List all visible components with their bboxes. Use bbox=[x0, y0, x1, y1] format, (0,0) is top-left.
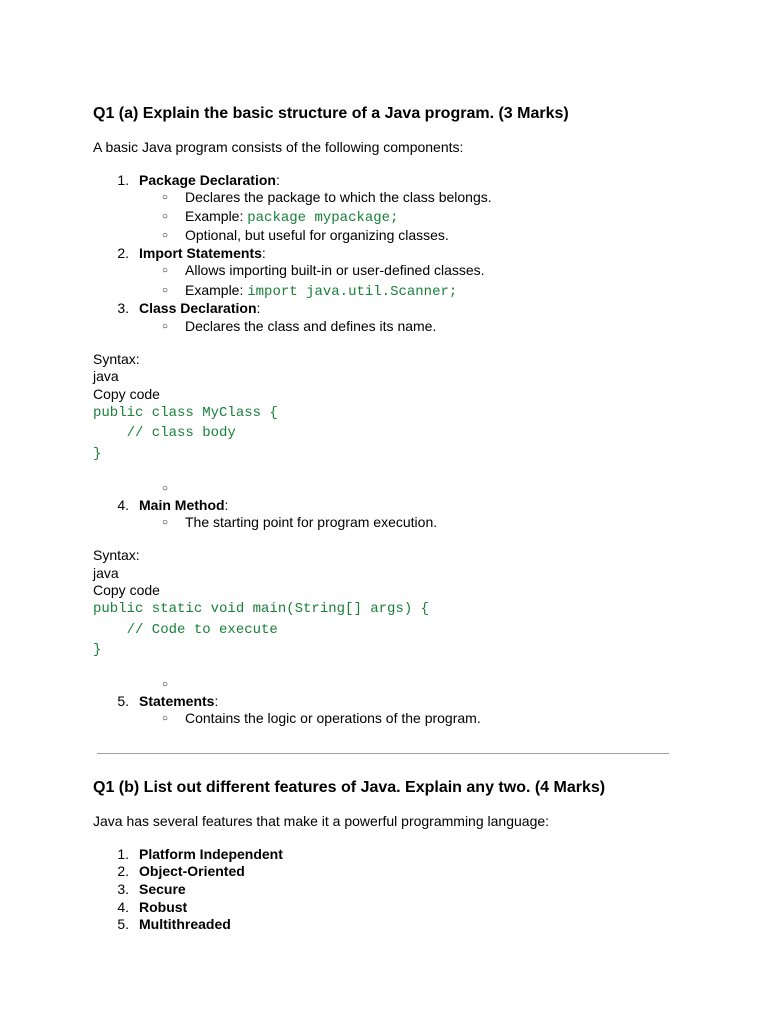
empty-bullet-icon: ○ bbox=[162, 483, 169, 494]
inline-code: import java.util.Scanner; bbox=[247, 284, 458, 300]
sub-bullet: The starting point for program execution. bbox=[185, 514, 438, 530]
list-item-package-declaration: Package Declaration: bbox=[139, 172, 280, 188]
code-line: // Code to execute bbox=[93, 622, 278, 638]
item-number: 2. bbox=[117, 245, 129, 261]
code-line: } bbox=[93, 642, 102, 658]
q1b-heading: Q1 (b) List out different features of Java. Explain any two. (4 Marks) bbox=[93, 779, 606, 796]
syntax-label: Syntax: bbox=[93, 547, 140, 563]
feature-number: 3. bbox=[117, 881, 129, 897]
list-item-import-statements: Import Statements: bbox=[139, 245, 266, 261]
bullet-icon: ○ bbox=[162, 517, 169, 528]
item-number: 5. bbox=[117, 693, 129, 709]
bullet-icon: ○ bbox=[162, 713, 169, 724]
item-number: 3. bbox=[117, 300, 129, 316]
code-line: } bbox=[93, 446, 102, 462]
feature-number: 2. bbox=[117, 863, 129, 879]
sub-bullet-example: Example: package mypackage; bbox=[185, 208, 399, 226]
feature-number: 4. bbox=[117, 899, 129, 915]
feature-number: 1. bbox=[117, 846, 129, 862]
list-item-class-declaration: Class Declaration: bbox=[139, 300, 261, 316]
q1a-intro: A basic Java program consists of the following components: bbox=[93, 139, 464, 155]
sub-bullet: Allows importing built-in or user-defined classes. bbox=[185, 262, 485, 278]
feature-item: Secure bbox=[139, 881, 186, 897]
code-line: // class body bbox=[93, 425, 236, 441]
list-item-statements: Statements: bbox=[139, 693, 219, 709]
sub-bullet: Contains the logic or operations of the program. bbox=[185, 710, 481, 726]
section-divider bbox=[97, 753, 669, 754]
inline-code: package mypackage; bbox=[247, 210, 399, 226]
code-language-label: java bbox=[93, 565, 119, 581]
code-language-label: java bbox=[93, 368, 119, 384]
feature-item: Object-Oriented bbox=[139, 863, 245, 879]
copy-code-button[interactable]: Copy code bbox=[93, 582, 160, 598]
feature-item: Multithreaded bbox=[139, 916, 231, 932]
list-item-main-method: Main Method: bbox=[139, 497, 229, 513]
sub-bullet: Optional, but useful for organizing classes. bbox=[185, 227, 449, 243]
feature-number: 5. bbox=[117, 916, 129, 932]
empty-bullet-icon: ○ bbox=[162, 679, 169, 690]
code-line: public class MyClass { bbox=[93, 405, 278, 421]
copy-code-button[interactable]: Copy code bbox=[93, 386, 160, 402]
feature-item: Robust bbox=[139, 899, 188, 915]
item-number: 1. bbox=[117, 172, 129, 188]
bullet-icon: ○ bbox=[162, 211, 169, 222]
bullet-icon: ○ bbox=[162, 285, 169, 296]
bullet-icon: ○ bbox=[162, 321, 169, 332]
item-number: 4. bbox=[117, 497, 129, 513]
bullet-icon: ○ bbox=[162, 192, 169, 203]
sub-bullet: Declares the package to which the class belongs. bbox=[185, 189, 492, 205]
sub-bullet: Declares the class and defines its name. bbox=[185, 318, 437, 334]
bullet-icon: ○ bbox=[162, 230, 169, 241]
sub-bullet-example: Example: import java.util.Scanner; bbox=[185, 282, 458, 300]
bullet-icon: ○ bbox=[162, 265, 169, 276]
q1a-heading: Q1 (a) Explain the basic structure of a Java program. (3 Marks) bbox=[93, 105, 569, 122]
code-line: public static void main(String[] args) { bbox=[93, 601, 430, 617]
q1b-intro: Java has several features that make it a powerful programming language: bbox=[93, 813, 550, 829]
feature-item: Platform Independent bbox=[139, 846, 283, 862]
syntax-label: Syntax: bbox=[93, 351, 140, 367]
